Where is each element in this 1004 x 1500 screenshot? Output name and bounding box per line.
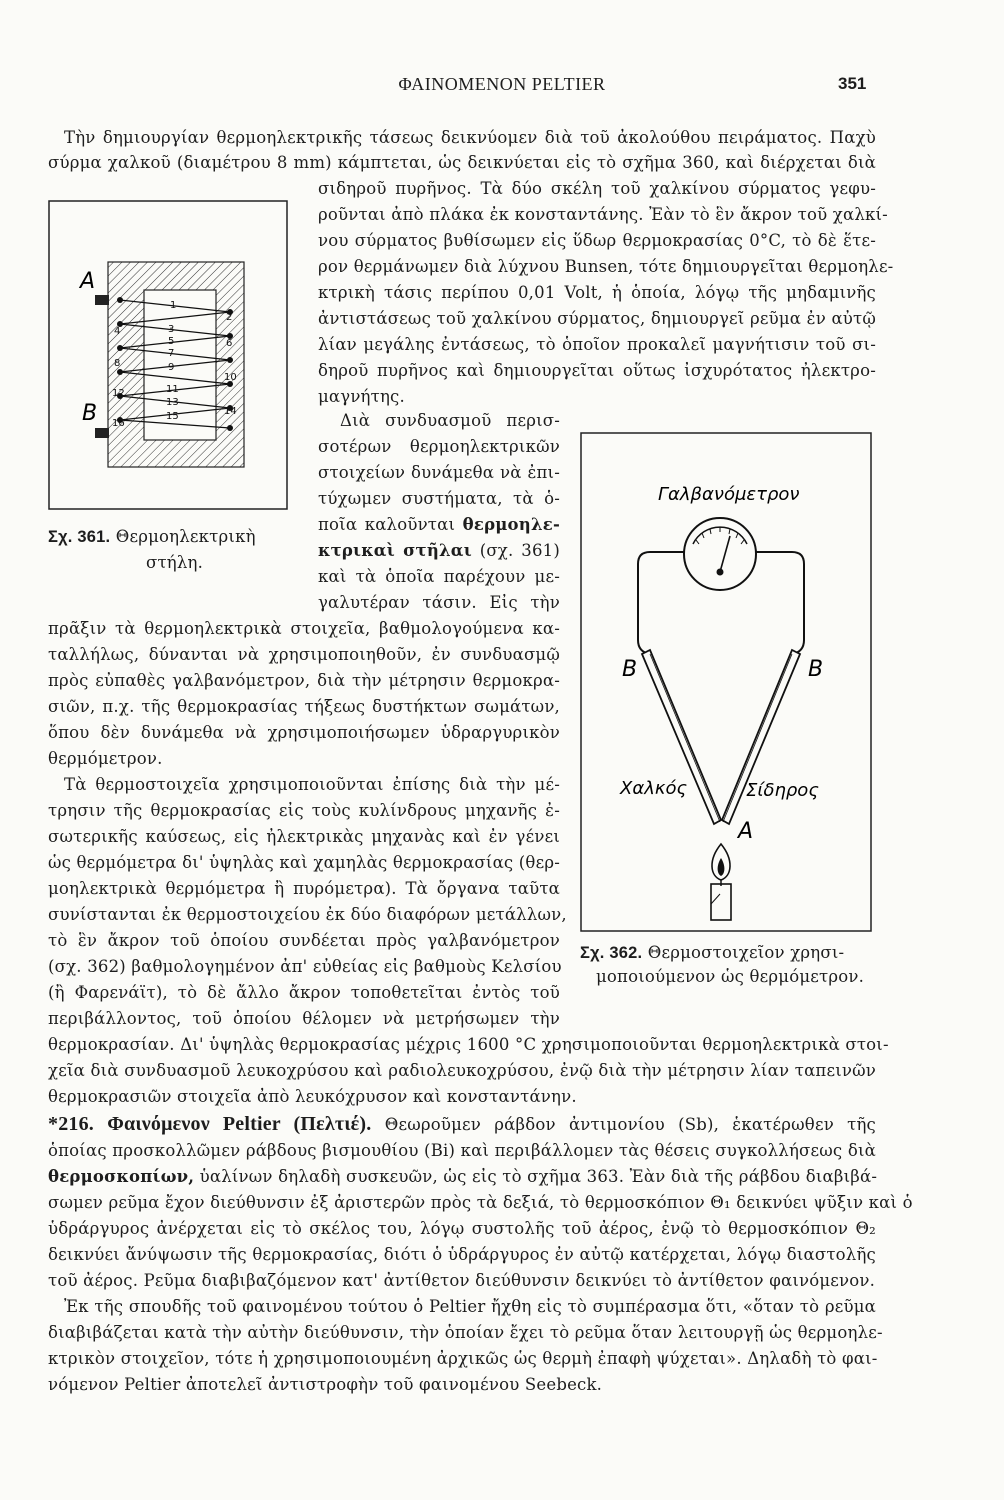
text-line: (σχ. 362) βαθμολογημένον ἀπ' εὐθείας εἰς βαθμοὺς Κελσίου xyxy=(48,957,562,976)
junction-number: 3 xyxy=(168,324,175,335)
text-line: Τὴν δημιουργίαν θερμοηλεκτρικῆς τάσεως δεικνύομεν διὰ τοῦ ἀκολούθου πειράματος. Παχὺ xyxy=(64,128,876,147)
text-line: νου σύρματος βυθίσωμεν εἰς ὕδωρ θερμοκρασίας 0°C, τὸ δὲ ἕτε- xyxy=(318,231,876,250)
text-line: διαβιβάζεται κατὰ τὴν αὐτὴν διεύθυνσιν, τὴν ὁποίαν ἔχει τὸ ρεῦμα ὅταν λειτουργῇ ὡς θερμοηλε- xyxy=(48,1323,883,1342)
caption-number: Σχ. 361. xyxy=(48,528,111,546)
text-line: ὅπου δὲν δυνάμεθα νὰ χρησιμοποιήσωμεν ὑδραργυρικὸν xyxy=(48,723,560,742)
caption-text: Θερμοστοιχεῖον χρησι- xyxy=(647,943,845,962)
text-line: ρον θερμάνωμεν διὰ λύχνου Bunsen, τότε δημιουργεῖται θερμοηλε- xyxy=(318,257,894,276)
text-run: ποῖα καλοῦνται xyxy=(318,515,463,534)
terminal-a-label: A xyxy=(80,269,96,294)
text-line: μαγνήτης. xyxy=(318,387,405,406)
running-header: ΦΑΙΝΟΜΕΝΟΝ PELTIER xyxy=(398,74,606,94)
text-line: (ἢ Φαρενάϊτ), τὸ δὲ ἄλλο ἄκρον τοποθετεῖται ἐντὸς τοῦ xyxy=(48,983,560,1002)
junction-number: 16 xyxy=(112,418,125,429)
junction-b-left-label: B xyxy=(622,657,638,682)
caption-text: στήλη. xyxy=(146,553,204,572)
figure-361 xyxy=(48,200,288,510)
junction-number: 11 xyxy=(166,384,179,395)
caption-number: Σχ. 362. xyxy=(580,944,643,962)
text-line: κτρικὴ τάσις περίπου 0,01 Volt, ἡ ὁποία, λόγῳ τῆς μηδαμινῆς xyxy=(318,283,876,302)
section-heading-line xyxy=(48,1112,876,1137)
iron-label: Σίδηρος xyxy=(746,780,819,801)
page-number: 351 xyxy=(838,74,867,93)
galvanometer-icon xyxy=(684,518,756,590)
text-line xyxy=(318,512,560,537)
junction-number: 13 xyxy=(166,397,179,408)
figure-362 xyxy=(580,432,872,932)
text-line: μοηλεκτρικὰ θερμόμετρα ἢ πυρόμετρα). Τὰ ὄργανα ταῦτα xyxy=(48,879,560,898)
term-bold: θερμοσκοπίων, xyxy=(48,1167,195,1186)
text-line: γαλυτέραν τάσιν. Εἰς τὴν xyxy=(318,593,560,612)
galvanometer-label: Γαλβανόμετρον xyxy=(658,484,800,505)
text-line: ὁποίας προσκολλῶμεν ράβδους βισμουθίου (Bi) καὶ περιβάλλομεν τὰς θέσεις συγκολλήσεως διὰ xyxy=(48,1141,876,1160)
junction-number: 14 xyxy=(224,406,237,417)
figure-362-caption xyxy=(580,940,844,966)
thermocouple-diagram xyxy=(580,432,872,932)
text-line: ὑδράργυρος ἀνέρχεται εἰς τὸ σκέλος του, λόγῳ συστολῆς τοῦ ἀέρος, ἐνῷ τὸ θερμοσκόπιον Θ₂ xyxy=(48,1219,876,1238)
caption-text: Θερμοηλεκτρικὴ xyxy=(115,527,256,546)
caption-text: μοποιούμενον ὡς θερμόμετρον. xyxy=(596,967,865,986)
text-line: σοτέρων θερμοηλεκτρικῶν xyxy=(318,437,560,456)
text-line: τοῦ ἀέρος. Ρεῦμα διαβιβαζόμενον κατ' ἀντίθετον διεύθυνσιν δεικνύει τὸ ἀντίθετον φαινόμενον. xyxy=(48,1271,876,1290)
text-line: σωτερικῆς καύσεως, εἰς ἠλεκτρικὰς μηχανὰς καὶ ἐν γένει xyxy=(48,827,560,846)
text-run: (σχ. 361) xyxy=(471,541,560,560)
text-run: Θεωροῦμεν ράβδον ἀντιμονίου (Sb), ἑκατέρωθεν τῆς xyxy=(384,1115,876,1134)
text-line: σιῶν, π.χ. τῆς θερμοκρασίας τήξεως δυστήκτων σωμάτων, xyxy=(48,697,560,716)
section-title: Φαινόμενον Peltier (Πελτιέ). xyxy=(107,1113,372,1135)
text-line: θερμόμετρον. xyxy=(48,749,163,768)
text-line: ἀντιστάσεως τοῦ χαλκίνου σύρματος, δημιουργεῖ ρεῦμα ἐν αὐτῷ xyxy=(318,309,876,328)
text-line xyxy=(48,1164,876,1189)
text-line: σύρμα χαλκοῦ (διαμέτρου 8 mm) κάμπτεται, ὡς δεικνύεται εἰς τὸ σχῆμα 360, καὶ διέρχεται διὰ xyxy=(48,153,876,172)
text-line: κτρικὸν στοιχεῖον, τότε ἡ χρησιμοποιουμένη ἀρχικῶς ὡς θερμὴ ἐπαφὴ ψύχεται». Δηλαδὴ τὸ φαι- xyxy=(48,1349,878,1368)
junction-number: 1 xyxy=(170,300,177,311)
term-bold: κτρικαὶ στῆλαι xyxy=(318,541,472,560)
junction-number: 12 xyxy=(112,388,125,399)
copper-label: Χαλκός xyxy=(620,778,688,799)
text-line: ταλλήλως, δύνανται νὰ χρησιμοποιηθοῦν, ἐν συνδυασμῷ xyxy=(48,645,560,664)
thermopile-diagram xyxy=(48,200,288,510)
junction-number: 5 xyxy=(168,336,175,347)
term-bold: θερμοηλε- xyxy=(462,515,560,534)
junction-number: 9 xyxy=(168,362,175,373)
text-line: πρᾶξιν τὰ θερμοηλεκτρικὰ στοιχεῖα, βαθμολογούμενα κα- xyxy=(48,619,560,638)
text-line: καὶ τὰ ὁποῖα παρέχουν με- xyxy=(318,567,560,586)
text-line: συνίστανται ἐκ θερμοστοιχείου ἐκ δύο διαφόρων μετάλλων, xyxy=(48,905,567,924)
text-line: λίαν μεγάλης ἐντάσεως, τὸ ὁποῖον προκαλεῖ μαγνήτισιν τοῦ σι- xyxy=(318,335,876,354)
junction-number: 2 xyxy=(226,312,233,323)
junction-number: 10 xyxy=(224,372,237,383)
junction-number: 8 xyxy=(114,358,121,369)
text-line: τύχωμεν συστήματα, τὰ ὁ- xyxy=(318,489,560,508)
text-line: περιβάλλοντος, τοῦ ὁποίου θέλομεν νὰ μετρήσωμεν τὴν xyxy=(48,1009,560,1028)
junction-b-right-label: B xyxy=(808,657,824,682)
text-line: τὸ ἓν ἄκρον τοῦ ὁποίου συνδέεται πρὸς γαλβανόμετρον xyxy=(48,931,560,950)
junction-number: 6 xyxy=(226,338,233,349)
text-line: θερμοκρασιῶν στοιχεῖα ἀπὸ λευκόχρυσον καὶ κονσταντάνην. xyxy=(48,1087,577,1106)
flame-icon xyxy=(711,844,731,920)
text-line: σωμεν ρεῦμα ἔχον διεύθυνσιν ἐξ ἀριστερῶν πρὸς τὰ δεξιά, τὸ θερμοσκόπιον Θ₁ δεικνύει ψῦξιν καὶ ὁ xyxy=(48,1193,913,1212)
text-line: στοιχείων δυνάμεθα νὰ ἐπι- xyxy=(318,463,560,482)
text-line: Διὰ συνδυασμοῦ περισ- xyxy=(340,411,560,430)
figure-361-caption xyxy=(48,524,256,550)
text-line: ὡς θερμόμετρα δι' ὑψηλὰς καὶ χαμηλὰς θερμοκρασίας (θερ- xyxy=(48,853,560,872)
text-line: δεικνύει ἄνύψωσιν τῆς θερμοκρασίας, διότι ὁ ὑδράργυρος ἐν αὐτῷ κατέρχεται, λόγῳ διαστολῆς xyxy=(48,1245,876,1264)
text-line: χεῖα διὰ συνδυασμοῦ λευκοχρύσου καὶ ραδιολευκοχρύσου, ἐνῷ διὰ τὴν μέτρησιν λίαν ταπεινῶν xyxy=(48,1061,876,1080)
text-line: Τὰ θερμοστοιχεῖα χρησιμοποιοῦνται ἐπίσης διὰ τὴν μέ- xyxy=(64,775,560,794)
text-line: Ἐκ τῆς σπουδῆς τοῦ φαινομένου τούτου ὁ Peltier ἤχθη εἰς τὸ συμπέρασμα ὅτι, «ὅταν τὸ ρεῦμα xyxy=(64,1297,876,1316)
junction-number: 4 xyxy=(114,326,121,337)
junction-a-label: A xyxy=(738,819,754,844)
text-line: σιδηροῦ πυρῆνος. Τὰ δύο σκέλη τοῦ χαλκίνου σύρματος γεφυ- xyxy=(318,179,876,198)
text-line: δηροῦ πυρῆνος καὶ δημιουργεῖται οὕτως ἰσχυρότατος ἠλεκτρο- xyxy=(318,361,876,380)
text-line: νόμενον Peltier ἀποτελεῖ ἀντιστροφὴν τοῦ φαινομένου Seebeck. xyxy=(48,1375,603,1394)
junction-number: 7 xyxy=(168,348,175,359)
junction-number: 15 xyxy=(166,411,179,422)
text-run: ὑαλίνων δηλαδὴ συσκευῶν, ὡς εἰς τὸ σχῆμα 363. Ἐὰν διὰ τῆς ράβδου διαβιβά- xyxy=(194,1167,878,1186)
section-number: *216. xyxy=(48,1113,94,1135)
terminal-b-label: B xyxy=(82,401,98,426)
text-line: πρὸς εὐπαθὲς γαλβανόμετρον, διὰ τὴν μέτρησιν θερμοκρα- xyxy=(48,671,560,690)
text-line: ροῦνται ἀπὸ πλάκα ἐκ κονσταντάνης. Ἐὰν τὸ ἓν ἄκρον τοῦ χαλκί- xyxy=(318,205,888,224)
text-line xyxy=(318,538,560,563)
text-line: θερμοκρασίαν. Δι' ὑψηλὰς θερμοκρασίας μέχρις 1600 °C χρησιμοποιοῦνται θερμοηλεκτρικὰ στοι- xyxy=(48,1035,889,1054)
text-line: τρησιν τῆς θερμοκρασίας εἰς τοὺς κυλίνδρους μηχανῆς ἐ- xyxy=(48,801,560,820)
